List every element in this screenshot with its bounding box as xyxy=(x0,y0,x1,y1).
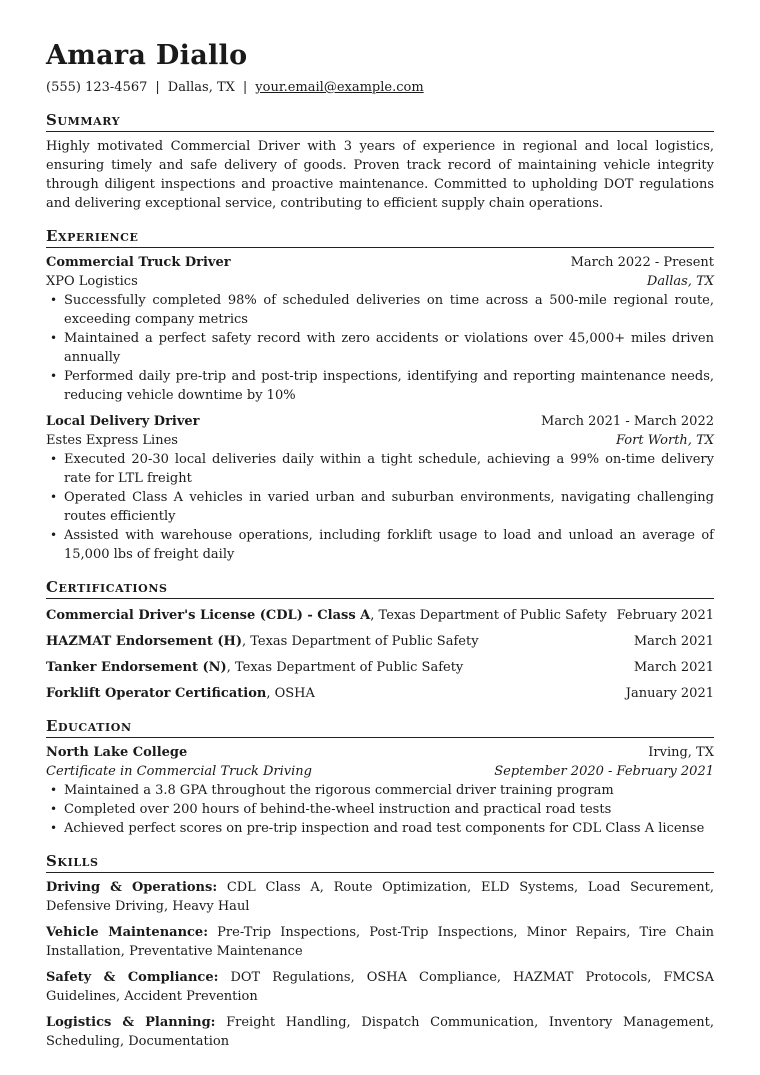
job-location: Fort Worth, TX xyxy=(615,433,714,448)
skill-group xyxy=(46,1013,714,1051)
email-link[interactable]: your.email@example.com xyxy=(255,80,424,95)
bullet-item: • Maintained a 3.8 GPA throughout the rigorous commercial driver training program xyxy=(64,781,714,800)
bullet-item: • Operated Class A vehicles in varied urban and suburban environments, navigating challenging routes efficiently xyxy=(64,488,714,526)
certification-issuer: , Texas Department of Public Safety xyxy=(370,608,607,623)
certification-date: February 2021 xyxy=(616,608,714,623)
skill-items: Pre-Trip Inspections, Post-Trip Inspections, Minor Repairs, Tire Chain Installation, Preventative Maintenance xyxy=(46,925,715,959)
bullet-list xyxy=(46,450,714,564)
skill-group xyxy=(46,878,714,916)
certification-issuer: , Texas Department of Public Safety xyxy=(241,634,479,649)
certification-issuer: , OSHA xyxy=(266,686,315,701)
certification-item xyxy=(46,658,714,677)
skill-label: Safety & Compliance: xyxy=(46,970,219,985)
skill-items: CDL Class A, Route Optimization, ELD Systems, Load Securement, Defensive Driving, Heavy Haul xyxy=(46,880,714,914)
skill-items: DOT Regulations, OSHA Compliance, HAZMAT Protocols, FMCSA Guidelines, Accident Prevention xyxy=(46,970,714,1004)
certification-name: Tanker Endorsement (N) xyxy=(46,660,227,675)
program-name: Certificate in Commercial Truck Driving xyxy=(46,764,313,779)
certification-item xyxy=(46,606,714,625)
section-title-skills: Skills xyxy=(46,852,714,873)
certification-name: Forklift Operator Certification xyxy=(46,686,267,701)
section-title-education: Education xyxy=(46,717,714,738)
separator: | xyxy=(155,80,160,95)
phone-number: (555) 123-4567 xyxy=(46,80,148,95)
skill-label: Logistics & Planning: xyxy=(46,1015,216,1030)
skill-label: Vehicle Maintenance: xyxy=(46,925,209,940)
certification-item xyxy=(46,684,714,703)
school-name: North Lake College xyxy=(46,745,188,760)
separator: | xyxy=(242,80,248,95)
bullet-item: • Performed daily pre-trip and post-trip inspections, identifying and reporting maintenance needs, reducing vehicle downtime by 10% xyxy=(64,367,714,405)
bullet-item: • Successfully completed 98% of scheduled deliveries on time across a 500-mile regional route, exceeding company metrics xyxy=(64,291,714,329)
certification-name: HAZMAT Endorsement (H) xyxy=(46,634,242,649)
certification-item xyxy=(46,632,714,651)
education-entry xyxy=(46,743,714,838)
education-dates: September 2020 - February 2021 xyxy=(494,764,714,779)
skill-label: Driving & Operations: xyxy=(46,880,218,895)
section-title-experience: Experience xyxy=(46,227,714,248)
job-dates: March 2021 - March 2022 xyxy=(541,414,714,429)
certification-issuer: , Texas Department of Public Safety xyxy=(226,660,464,675)
company-name: XPO Logistics xyxy=(46,274,138,289)
certification-date: January 2021 xyxy=(625,686,714,701)
certification-name: Commercial Driver's License (CDL) - Class A xyxy=(46,608,371,623)
location: Dallas, TX xyxy=(167,80,235,95)
bullet-item: • Achieved perfect scores on pre-trip inspection and road test components for CDL Class A license xyxy=(64,819,714,838)
bullet-list xyxy=(46,781,714,838)
bullet-item: • Completed over 200 hours of behind-the-wheel instruction and practical road tests xyxy=(64,800,714,819)
section-title-certifications: Certifications xyxy=(46,578,714,599)
job-dates: March 2022 - Present xyxy=(570,255,714,270)
summary-text: Highly motivated Commercial Driver with 3 years of experience in regional and local logistics, ensuring timely and safe delivery of goods. Proven track record of maintaining vehicle integrity through diligent inspections and proactive maintenance. Committed to upholding DOT regulations and delivering exceptional service, contributing to efficient supply chain operations. xyxy=(46,139,714,211)
bullet-item: • Executed 20-30 local deliveries daily within a tight schedule, achieving a 99% on-time delivery rate for LTL freight xyxy=(64,450,714,488)
bullet-item: • Maintained a perfect safety record with zero accidents or violations over 45,000+ miles driven annually xyxy=(64,329,714,367)
experience-entry xyxy=(46,412,714,564)
job-title: Local Delivery Driver xyxy=(46,414,200,429)
skill-items: Freight Handling, Dispatch Communication, Inventory Management, Scheduling, Documentation xyxy=(46,1015,714,1049)
job-location: Dallas, TX xyxy=(646,274,714,289)
bullet-item: • Assisted with warehouse operations, including forklift usage to load and unload an average of 15,000 lbs of freight daily xyxy=(64,526,714,564)
section-title-summary: Summary xyxy=(46,111,714,132)
job-title: Commercial Truck Driver xyxy=(46,255,231,270)
experience-entry xyxy=(46,253,714,405)
skill-group xyxy=(46,923,714,961)
certification-date: March 2021 xyxy=(633,660,714,675)
company-name: Estes Express Lines xyxy=(46,433,178,448)
school-location: Irving, TX xyxy=(648,745,714,760)
candidate-name: Amara Diallo xyxy=(46,40,248,71)
certification-date: March 2021 xyxy=(633,634,714,649)
contact-line xyxy=(46,78,714,97)
skill-group xyxy=(46,968,714,1006)
bullet-list xyxy=(46,291,714,405)
